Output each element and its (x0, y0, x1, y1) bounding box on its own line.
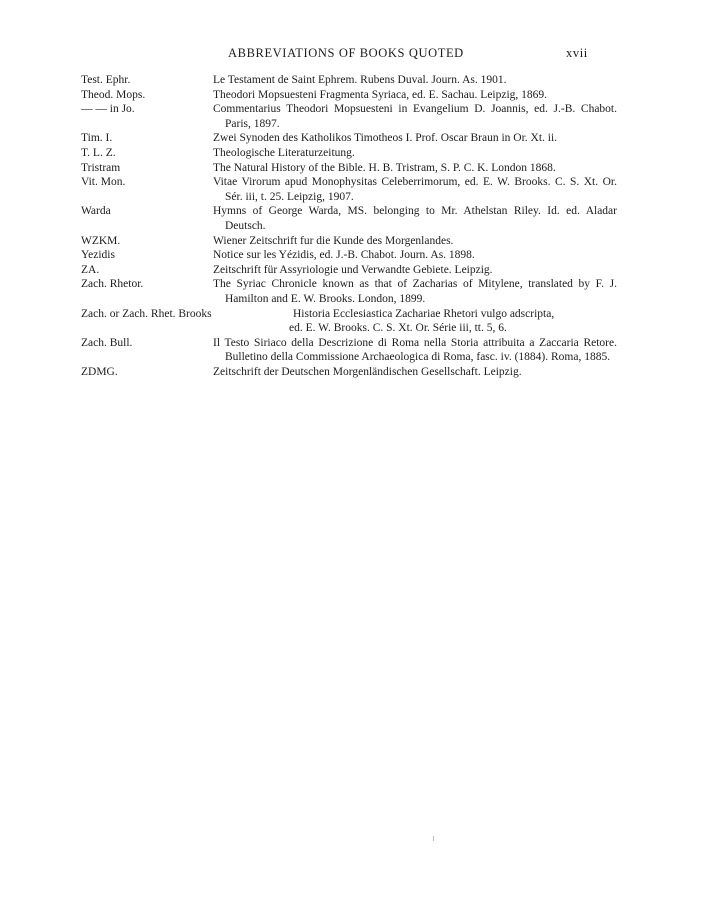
list-item (0, 248, 714, 263)
scan-speck (433, 836, 434, 841)
list-item (0, 175, 714, 204)
list-item (0, 234, 714, 249)
entry-abbreviation: Zach. Bull. (81, 336, 133, 349)
entry-description: The Natural History of the Bible. H. B. Tristram, S. P. C. K. London 1868. (213, 161, 556, 174)
entry-abbreviation: Vit. Mon. (81, 176, 126, 189)
page-title: ABBREVIATIONS OF BOOKS QUOTED (228, 46, 464, 60)
list-item (0, 204, 714, 233)
entry-description-line: ed. E. W. Brooks. C. S. Xt. Or. Série iii, tt. 5, 6. (289, 322, 507, 335)
entry-description: Commentarius Theodori Mopsuesteni in Evangelium D. Joannis, ed. J.-B. Chabot. Paris, 1897. (213, 103, 617, 130)
entry-description: Zeitschrift für Assyriologie und Verwandte Gebiete. Leipzig. (213, 263, 493, 276)
entry-description: Notice sur les Yézidis, ed. J.-B. Chabot. Journ. As. 1898. (213, 249, 475, 262)
entry-abbreviation: ZDMG. (81, 365, 118, 378)
list-item (0, 263, 714, 278)
list-item (0, 88, 714, 103)
entry-description: Zwei Synoden des Katholikos Timotheos I. Prof. Oscar Braun in Or. Xt. ii. (213, 132, 558, 145)
entry-abbreviation: Theod. Mops. (81, 88, 146, 101)
entry-description: Theologische Literaturzeitung. (213, 146, 355, 159)
list-item (0, 102, 714, 131)
entry-abbreviation: ZA. (81, 263, 100, 276)
entry-abbreviation: T. L. Z. (81, 146, 116, 159)
entry-abbreviation: Zach. or Zach. Rhet. Brooks (81, 307, 212, 320)
list-item (0, 365, 714, 380)
running-header (0, 46, 714, 64)
list-item (0, 146, 714, 161)
entry-abbreviation: Yezidis (81, 249, 115, 262)
entry-abbreviation: Tristram (81, 161, 121, 174)
list-item (0, 73, 714, 88)
list-item (0, 277, 714, 306)
entry-description-line: Historia Ecclesiastica Zachariae Rhetori vulgo adscripta, (293, 307, 555, 320)
entry-description: Wiener Zeitschrift fur die Kunde des Morgenlandes. (213, 234, 454, 247)
entry-description: Zeitschrift der Deutschen Morgenländischen Gesellschaft. Leipzig. (213, 365, 522, 378)
list-item (0, 131, 714, 146)
entry-description: Hymns of George Warda, MS. belonging to Mr. Athelstan Riley. Id. ed. Aladar Deutsch. (213, 205, 617, 232)
entry-abbreviation: Zach. Rhetor. (81, 278, 144, 291)
abbreviation-list (0, 73, 714, 379)
list-item (0, 307, 714, 336)
entry-abbreviation: — — in Jo. (81, 103, 135, 116)
entry-abbreviation: WZKM. (81, 234, 121, 247)
entry-description: Theodori Mopsuesteni Fragmenta Syriaca, ed. E. Sachau. Leipzig, 1869. (213, 88, 548, 101)
entry-description: Il Testo Siriaco della Descrizione di Roma nella Storia attribuita a Zaccaria Retore. Bulletino della Commissione Archaeologica di Roma, fasc. iv. (1884). Roma, 1885. (213, 336, 617, 364)
entry-description: The Syriac Chronicle known as that of Zacharias of Mitylene, translated by F. J. Hamilton and E. W. Brooks. London, 1899. (213, 278, 617, 305)
entry-description: Le Testament de Saint Ephrem. Rubens Duval. Journ. As. 1901. (213, 74, 507, 86)
entry-description: Vitae Virorum apud Monophysitas Celeberrimorum, ed. E. W. Brooks. C. S. Xt. Or. Sér. iii, t. 25. Leipzig, 1907. (213, 176, 617, 203)
entry-abbreviation: Test. Ephr. (81, 74, 131, 86)
list-item (0, 336, 714, 365)
entry-abbreviation: Warda (81, 205, 111, 218)
entry-description (289, 307, 607, 336)
entry-abbreviation: Tim. I. (81, 132, 113, 145)
list-item (0, 161, 714, 176)
page-number: xvii (566, 46, 588, 60)
